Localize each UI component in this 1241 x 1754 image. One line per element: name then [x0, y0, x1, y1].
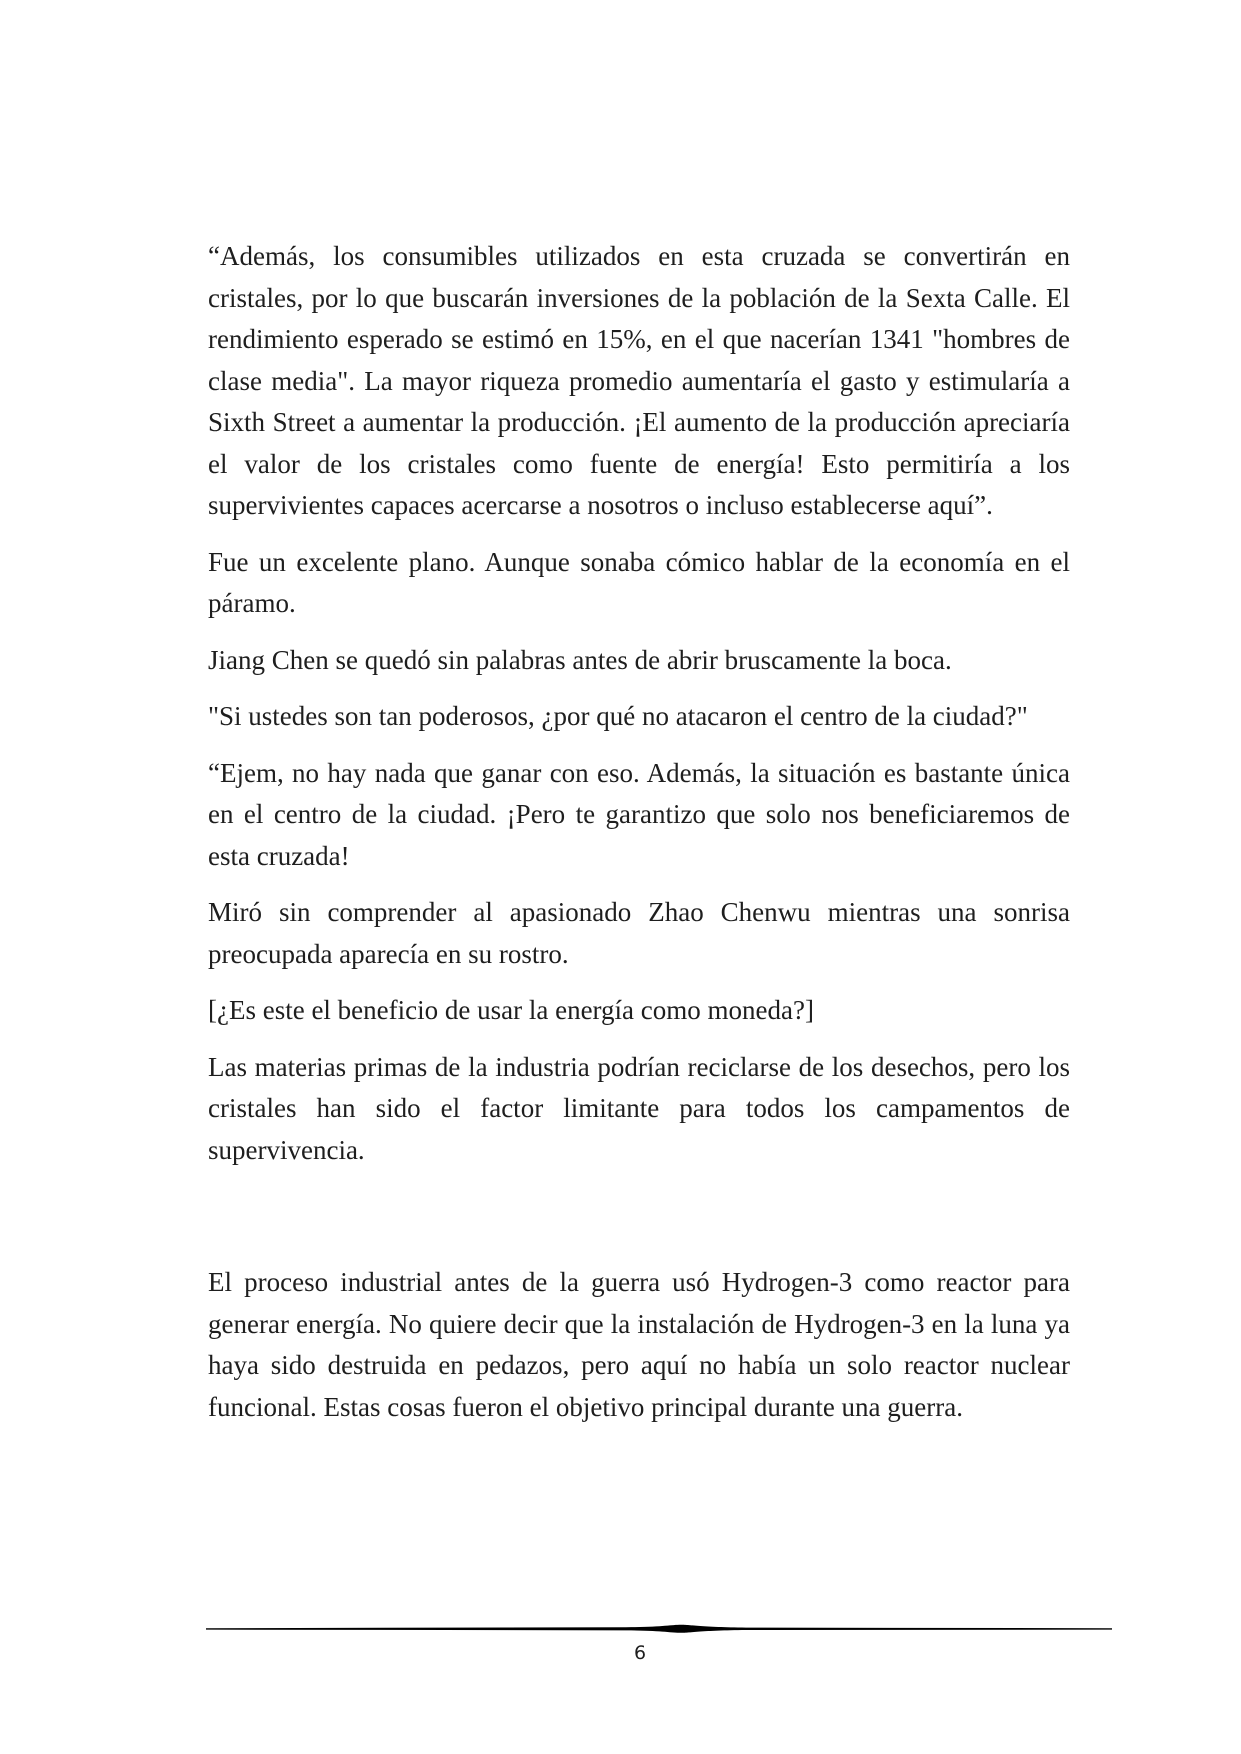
- paragraph: Fue un excelente plano. Aunque sonaba cómico hablar de la economía en el páramo.: [208, 546, 1070, 618]
- paragraph: “Ejem, no hay nada que ganar con eso. Además, la situación es bastante única en el centro de la ciudad. ¡Pero te garantizo que solo nos beneficiaremos de esta cruzada!: [208, 757, 1070, 871]
- paragraph: Las materias primas de la industria podrían reciclarse de los desechos, pero los cristales han sido el factor limitante para todos los campamentos de supervivencia.: [208, 1051, 1070, 1165]
- paragraph: Miró sin comprender al apasionado Zhao Chenwu mientras una sonrisa preocupada aparecía en su rostro.: [208, 897, 1070, 969]
- paragraph: [¿Es este el beneficio de usar la energía como moneda?]: [208, 995, 814, 1025]
- footer-divider: [206, 1621, 1112, 1637]
- paragraph: El proceso industrial antes de la guerra usó Hydrogen-3 como reactor para generar energía. No quiere decir que la instalación de Hydrogen-3 en la luna ya haya sido destruida en pedazos, pero aquí no había un solo reactor nuclear funcional. Estas cosas fueron el objetivo principal durante una guerra.: [208, 1267, 1070, 1422]
- footer-divider-stroke: [206, 1625, 1112, 1633]
- page-number: 6: [633, 1642, 647, 1664]
- body-text: [208, 236, 1070, 1443]
- paragraph: “Además, los consumibles utilizados en esta cruzada se convertirán en cristales, por lo que buscarán inversiones de la población de la Sexta Calle. El rendimiento esperado se estimó en 15%, en el que nacerían 1341 "hombres de clase media". La mayor riqueza promedio aumentaría el gasto y estimularía a Sixth Street a aumentar la producción. ¡El aumento de la producción apreciaría el valor de los cristales como fuente de energía! Esto permitiría a los supervivientes capaces acercarse a nosotros o incluso establecerse aquí”.: [208, 241, 1070, 520]
- paragraph: "Si ustedes son tan poderosos, ¿por qué no atacaron el centro de la ciudad?": [208, 701, 1028, 731]
- paragraph: Jiang Chen se quedó sin palabras antes de abrir bruscamente la boca.: [208, 644, 952, 675]
